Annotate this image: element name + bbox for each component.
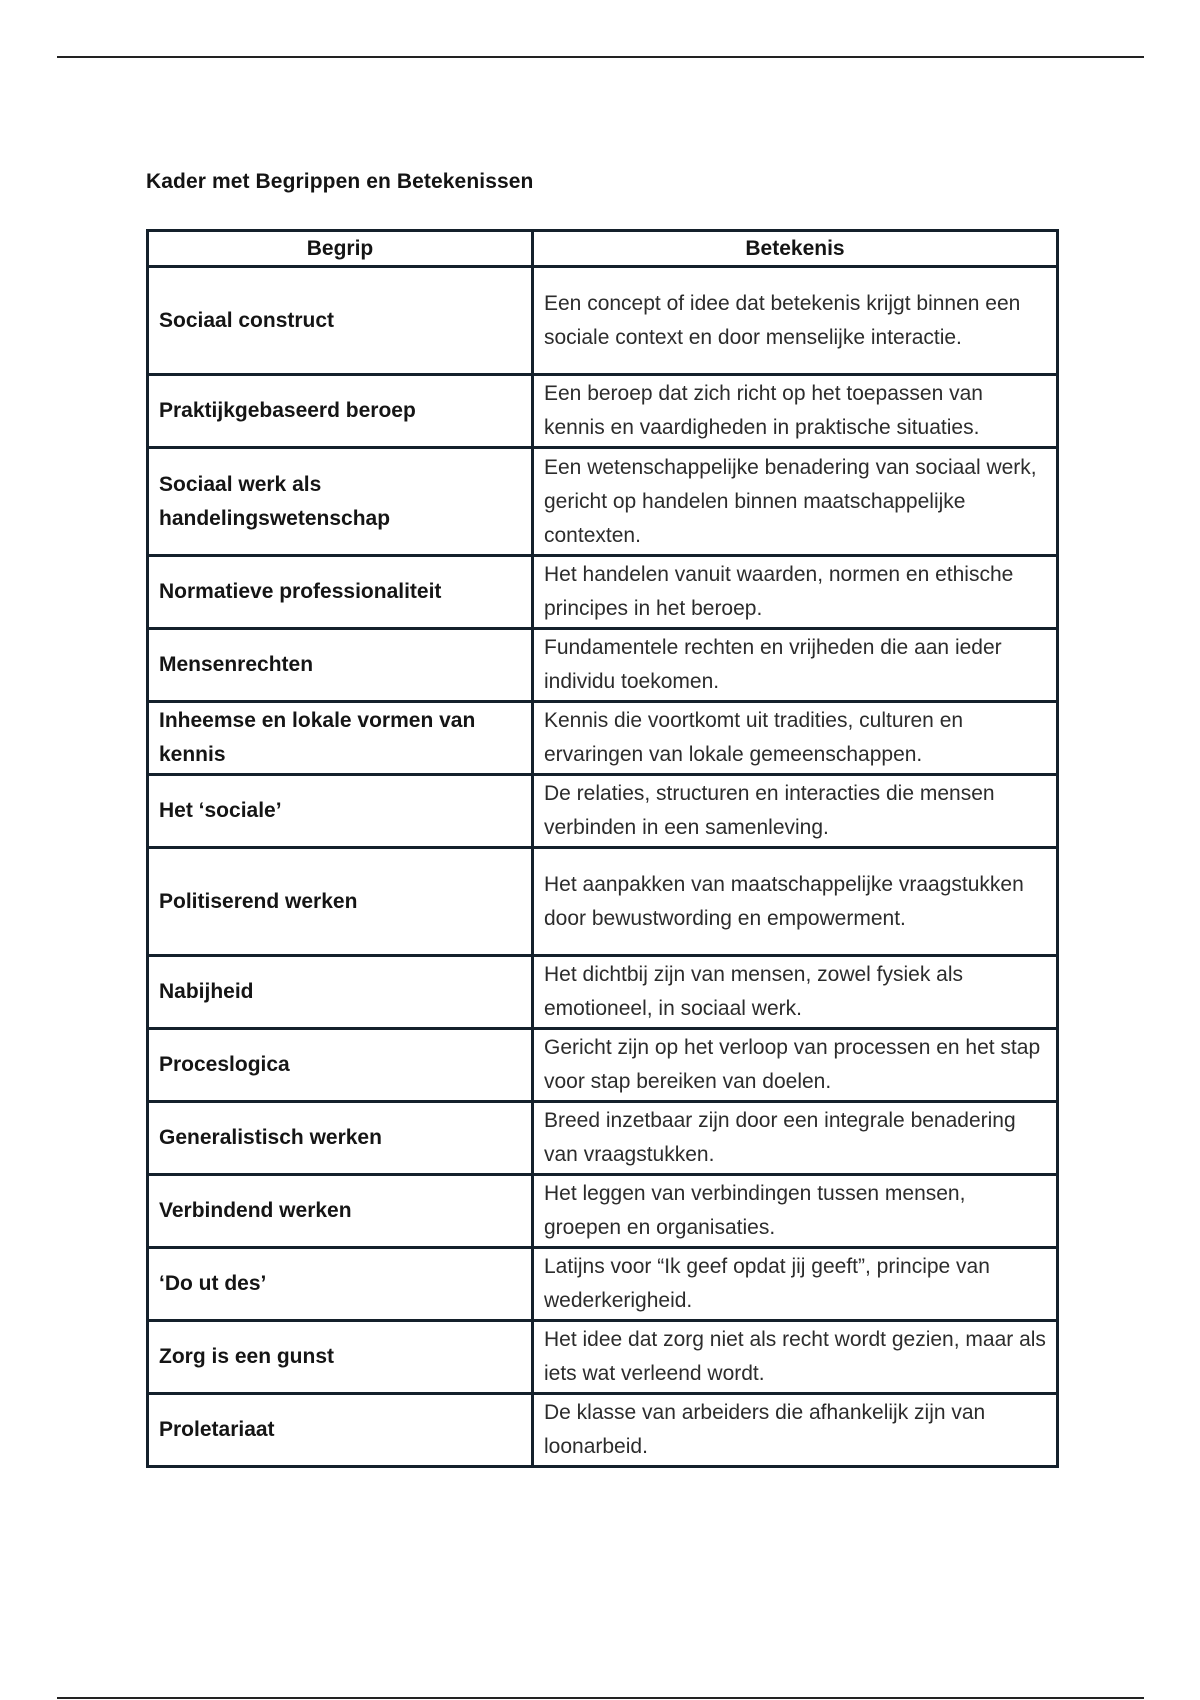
table-row — [148, 848, 1058, 956]
definition-cell: Een wetenschappelijke benadering van sociaal werk, gericht op handelen binnen maatschappelijke contexten. — [533, 448, 1058, 556]
definition-cell: De klasse van arbeiders die afhankelijk zijn van loonarbeid. — [533, 1394, 1058, 1467]
definition-cell: Het handelen vanuit waarden, normen en ethische principes in het beroep. — [533, 556, 1058, 629]
table-row — [148, 956, 1058, 1029]
definition-cell: Een concept of idee dat betekenis krijgt binnen een sociale context en door menselijke interactie. — [533, 267, 1058, 375]
term-cell: ‘Do ut des’ — [148, 1248, 533, 1321]
header-term: Begrip — [148, 231, 533, 267]
definition-cell: Latijns voor “Ik geef opdat jij geeft”, principe van wederkerigheid. — [533, 1248, 1058, 1321]
definition-cell: Het leggen van verbindingen tussen mensen, groepen en organisaties. — [533, 1175, 1058, 1248]
term-cell: Proceslogica — [148, 1029, 533, 1102]
table-row — [148, 775, 1058, 848]
term-cell: Het ‘sociale’ — [148, 775, 533, 848]
term-cell: Verbindend werken — [148, 1175, 533, 1248]
definition-cell: De relaties, structuren en interacties die mensen verbinden in een samenleving. — [533, 775, 1058, 848]
term-cell: Politiserend werken — [148, 848, 533, 956]
definition-cell: Het dichtbij zijn van mensen, zowel fysiek als emotioneel, in sociaal werk. — [533, 956, 1058, 1029]
table-header-row — [148, 231, 1058, 267]
header-definition: Betekenis — [533, 231, 1058, 267]
table-row — [148, 267, 1058, 375]
table-row — [148, 448, 1058, 556]
definition-cell: Kennis die voortkomt uit tradities, culturen en ervaringen van lokale gemeenschappen. — [533, 702, 1058, 775]
term-cell: Nabijheid — [148, 956, 533, 1029]
term-cell: Praktijkgebaseerd beroep — [148, 375, 533, 448]
table-row — [148, 556, 1058, 629]
top-rule — [57, 56, 1144, 58]
table-row — [148, 629, 1058, 702]
definition-cell: Fundamentele rechten en vrijheden die aan ieder individu toekomen. — [533, 629, 1058, 702]
table-row — [148, 1248, 1058, 1321]
table-row — [148, 1102, 1058, 1175]
table-row — [148, 702, 1058, 775]
table-row — [148, 1175, 1058, 1248]
table-row — [148, 1394, 1058, 1467]
bottom-rule — [57, 1697, 1144, 1699]
definition-cell: Het aanpakken van maatschappelijke vraagstukken door bewustwording en empowerment. — [533, 848, 1058, 956]
term-cell: Zorg is een gunst — [148, 1321, 533, 1394]
definition-cell: Gericht zijn op het verloop van processen en het stap voor stap bereiken van doelen. — [533, 1029, 1058, 1102]
term-cell: Proletariaat — [148, 1394, 533, 1467]
table-row — [148, 1029, 1058, 1102]
term-cell: Inheemse en lokale vormen van kennis — [148, 702, 533, 775]
term-cell: Sociaal werk als handelingswetenschap — [148, 448, 533, 556]
term-cell: Mensenrechten — [148, 629, 533, 702]
term-cell: Normatieve professionaliteit — [148, 556, 533, 629]
table-body — [148, 267, 1058, 1467]
table-row — [148, 375, 1058, 448]
definition-cell: Een beroep dat zich richt op het toepassen van kennis en vaardigheden in praktische situaties. — [533, 375, 1058, 448]
definition-cell: Het idee dat zorg niet als recht wordt gezien, maar als iets wat verleend wordt. — [533, 1321, 1058, 1394]
term-cell: Generalistisch werken — [148, 1102, 533, 1175]
document-title: Kader met Begrippen en Betekenissen — [146, 170, 534, 193]
term-cell: Sociaal construct — [148, 267, 533, 375]
terms-table — [146, 229, 1059, 1468]
definition-cell: Breed inzetbaar zijn door een integrale benadering van vraagstukken. — [533, 1102, 1058, 1175]
table-row — [148, 1321, 1058, 1394]
